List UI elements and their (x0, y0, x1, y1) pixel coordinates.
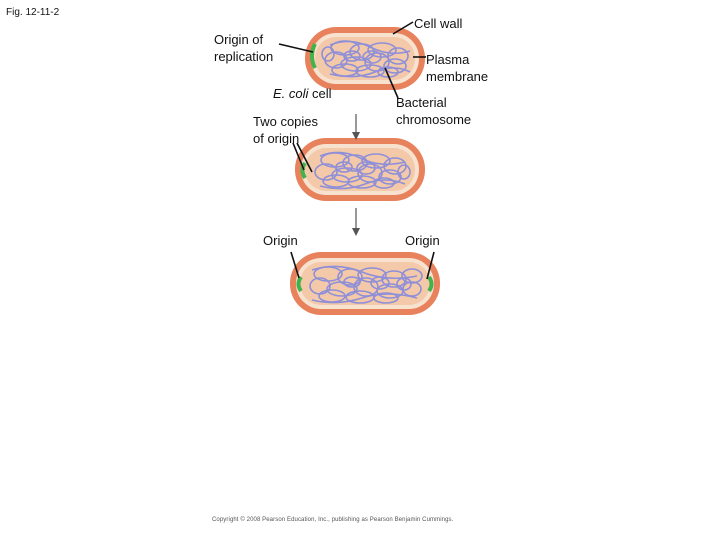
label-origin-right: Origin (405, 233, 440, 248)
label-origin-left: Origin (263, 233, 298, 248)
ecoli-cell-2 (295, 138, 425, 201)
label-plasma-membrane: Plasma membrane (426, 52, 489, 84)
ecoli-cell-word: cell (308, 86, 332, 101)
figure-label: Fig. 12-11-2 (6, 7, 60, 18)
ecoli-cell-3 (290, 252, 440, 315)
label-cell-wall: Cell wall (414, 16, 463, 31)
label-origin-of-replication: Origin of replication (214, 32, 274, 64)
copyright-notice: Copyright © 2008 Pearson Education, Inc., publishing as Pearson Benjamin Cummings. (212, 517, 454, 523)
ecoli-cell-1 (305, 27, 425, 90)
label-bacterial-chromosome: Bacterial chromosome (396, 95, 472, 127)
label-ecoli-cell (273, 85, 332, 102)
label-two-copies-of-origin: Two copies of origin (253, 114, 319, 146)
ecoli-species-name: E. coli (273, 86, 309, 101)
